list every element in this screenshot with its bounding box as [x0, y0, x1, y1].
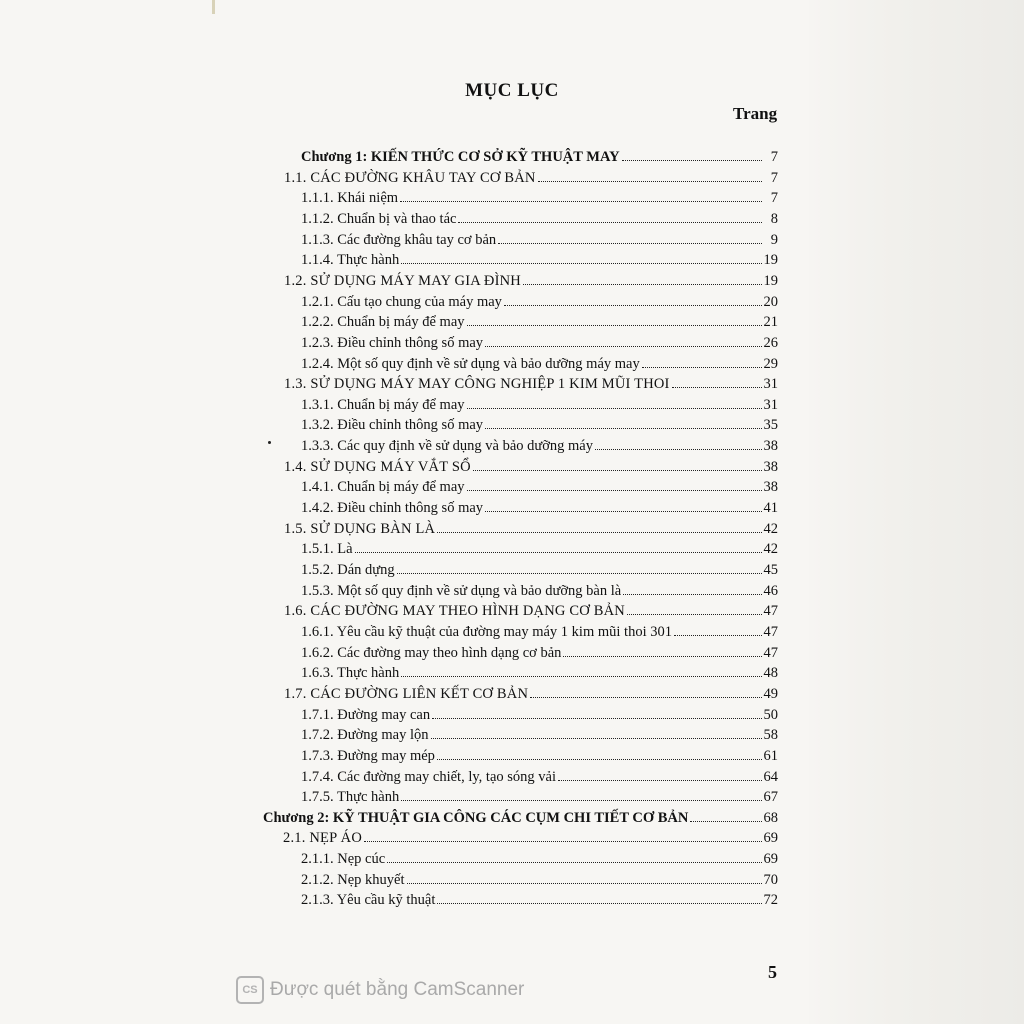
dot-leader — [467, 408, 762, 409]
toc-entry-title: 1.5.3. Một số quy định về sử dụng và bảo dưỡng bàn là — [301, 582, 622, 599]
toc-entry-page: 46 — [763, 582, 778, 599]
toc-entry — [301, 413, 778, 434]
toc-entry-title: 1.6.3. Thực hành — [301, 665, 400, 682]
toc-entry-page: 64 — [763, 768, 778, 785]
toc-entry — [301, 393, 778, 414]
toc-entry — [284, 166, 778, 187]
toc-entry-title: 1.7.1. Đường may can — [301, 706, 431, 723]
toc-entry-page: 9 — [770, 231, 778, 248]
toc-entry — [301, 352, 778, 373]
toc-entry-page: 69 — [763, 830, 778, 847]
dot-leader — [504, 305, 762, 306]
toc-entry-title: 1.4.1. Chuẩn bị máy để may — [301, 479, 465, 496]
toc-entry — [284, 372, 778, 393]
toc-entry-title: 1.5.1. Là — [301, 541, 353, 558]
toc-entry-title: 1.3. SỬ DỤNG MÁY MAY CÔNG NGHIỆP 1 KIM MŨI THOI — [284, 376, 670, 393]
dot-leader — [431, 738, 762, 739]
toc-entry-page: 42 — [763, 520, 778, 537]
toc-entry-title: 1.5.2. Dán dựng — [301, 562, 395, 578]
toc-entry — [301, 186, 778, 207]
toc-entry-title: 1.1. CÁC ĐƯỜNG KHÂU TAY CƠ BẢN — [284, 169, 536, 186]
toc-entry-page: 50 — [763, 706, 778, 723]
dot-leader — [642, 367, 762, 368]
toc-entry-title: 2.1. NẸP ÁO — [283, 830, 362, 847]
toc-entry-title: 1.7.2. Đường may lộn — [301, 727, 429, 744]
dot-leader — [485, 346, 761, 347]
dot-leader — [437, 759, 762, 760]
toc-entry — [301, 785, 778, 806]
toc-entry — [301, 331, 778, 352]
dot-leader — [627, 614, 762, 615]
dot-leader — [595, 449, 762, 450]
dot-leader — [530, 697, 761, 698]
dot-leader — [437, 903, 761, 904]
dot-leader — [563, 656, 761, 657]
toc-entry-title: 1.6.2. Các đường may theo hình dạng cơ bản — [301, 644, 562, 661]
dot-leader — [401, 263, 761, 264]
toc-entry-title: 1.6.1. Yêu cầu kỹ thuật của đường may máy 1 kim mũi thoi 301 — [301, 623, 672, 640]
toc-entry-page: 72 — [763, 892, 778, 909]
page-number: 5 — [768, 962, 777, 982]
dot-leader — [690, 821, 761, 822]
dot-leader — [458, 222, 762, 223]
dot-leader — [485, 511, 761, 512]
toc-entry — [301, 703, 778, 724]
toc-entry — [301, 558, 778, 579]
toc-entry-title: 1.2.3. Điều chỉnh thông số may — [301, 334, 484, 351]
toc-entry-page: 7 — [770, 149, 778, 165]
toc-entry — [301, 579, 778, 600]
dot-leader — [400, 201, 762, 202]
toc-entry-title: 1.6. CÁC ĐƯỜNG MAY THEO HÌNH DẠNG CƠ BẢN — [284, 603, 625, 620]
toc-entry-page: 31 — [763, 396, 778, 413]
toc-entry-page: 19 — [763, 252, 778, 269]
toc-entry — [301, 661, 778, 682]
toc-entry — [301, 207, 778, 228]
toc-entry — [284, 682, 778, 703]
toc-entry-page: 47 — [763, 644, 778, 661]
toc-entry — [301, 723, 778, 744]
toc-entry-title: 2.1.3. Yêu cầu kỹ thuật — [301, 892, 436, 909]
toc-entry — [301, 620, 778, 641]
toc-entry — [301, 228, 778, 249]
watermark-text: Được quét bằng CamScanner — [270, 979, 525, 1000]
toc-entry-title: 1.1.2. Chuẩn bị và thao tác — [301, 210, 457, 227]
dot-leader — [623, 594, 761, 595]
toc-entry-page: 58 — [763, 727, 778, 744]
toc-entry-title: 1.1.1. Khái niệm — [301, 190, 399, 207]
stray-mark — [268, 441, 271, 444]
toc-entry-page: 42 — [763, 541, 778, 558]
dot-leader — [467, 490, 762, 491]
toc-entry — [284, 599, 778, 620]
toc-entry — [301, 434, 778, 455]
toc-entry — [301, 290, 778, 311]
page-column-label: Trang — [733, 104, 778, 123]
toc-entry-page: 48 — [763, 665, 778, 682]
toc-entry-page: 69 — [763, 851, 778, 868]
toc-entry — [283, 826, 778, 847]
toc-entry-page: 7 — [770, 190, 778, 207]
toc-entry — [301, 537, 778, 558]
dot-leader — [523, 284, 762, 285]
toc-entry-title: 1.3.3. Các quy định về sử dụng và bảo dưỡng máy — [301, 438, 593, 455]
toc-entry-page: 38 — [763, 458, 778, 475]
dot-leader — [485, 428, 761, 429]
dot-leader — [364, 841, 762, 842]
toc-entry — [301, 641, 778, 662]
toc-entry-page: 20 — [763, 293, 778, 310]
toc-entry-title: Chương 2: KỸ THUẬT GIA CÔNG CÁC CỤM CHI TIẾT CƠ BẢN — [263, 809, 689, 826]
toc-entry-title: 1.2. SỬ DỤNG MÁY MAY GIA ĐÌNH — [284, 272, 521, 289]
toc-entry-page: 49 — [763, 685, 778, 702]
toc-entry-title: 1.3.2. Điều chỉnh thông số may — [301, 417, 484, 434]
toc-entry-page: 47 — [763, 603, 778, 620]
toc-entry-page: 41 — [763, 500, 778, 517]
toc-entry — [263, 806, 778, 827]
camscanner-logo-icon: CS — [236, 976, 264, 1004]
toc-entry-title: 2.1.2. Nẹp khuyết — [301, 871, 405, 888]
toc-entry-title: 1.4. SỬ DỤNG MÁY VẮT SỔ — [284, 458, 471, 475]
toc-entry-page: 31 — [763, 376, 778, 393]
toc-entry-page: 8 — [770, 210, 778, 227]
toc-entry — [301, 145, 778, 166]
page-title: MỤC LỤC — [465, 80, 559, 101]
dot-leader — [397, 573, 762, 574]
toc-entry — [301, 868, 778, 889]
toc-entry-title: 1.1.3. Các đường khâu tay cơ bản — [301, 231, 497, 248]
toc-entry-page: 19 — [763, 272, 778, 289]
dot-leader — [538, 181, 762, 182]
dot-leader — [401, 676, 761, 677]
toc-entry-title: 1.2.4. Một số quy định về sử dụng và bảo dưỡng máy may — [301, 355, 640, 372]
dot-leader — [355, 552, 762, 553]
dot-leader — [387, 862, 761, 863]
page-edge-shadow — [809, 0, 1024, 1024]
toc-entry-title: 1.7. CÁC ĐƯỜNG LIÊN KẾT CƠ BẢN — [284, 685, 529, 702]
toc-entry-title: 1.4.2. Điều chỉnh thông số may — [301, 500, 484, 517]
toc-entry-title: Chương 1: KIẾN THỨC CƠ SỞ KỸ THUẬT MAY — [301, 149, 620, 165]
toc-entry-page: 35 — [763, 417, 778, 434]
dot-leader — [432, 718, 761, 719]
toc-entry-title: 1.2.1. Cấu tạo chung của máy may — [301, 293, 502, 310]
toc-entry-title: 1.1.4. Thực hành — [301, 252, 400, 269]
toc-entry-page: 29 — [763, 355, 778, 372]
dot-leader — [467, 325, 762, 326]
dot-leader — [401, 800, 761, 801]
toc-entry-page: 38 — [763, 438, 778, 455]
toc-entry-page: 45 — [763, 562, 778, 578]
toc-entry-page: 47 — [763, 623, 778, 640]
toc-entry-page: 38 — [763, 479, 778, 496]
toc-entry-title: 1.7.5. Thực hành — [301, 789, 400, 806]
dot-leader — [473, 470, 762, 471]
dot-leader — [674, 635, 762, 636]
dot-leader — [558, 780, 762, 781]
camscanner-watermark — [236, 976, 524, 1004]
toc-entry — [301, 475, 778, 496]
toc-entry-page: 21 — [763, 314, 778, 331]
toc-entry-title: 1.7.4. Các đường may chiết, ly, tạo sóng vải — [301, 768, 556, 785]
toc-entry-page: 67 — [763, 789, 778, 806]
toc-entry — [301, 248, 778, 269]
toc-entry-page: 61 — [763, 747, 778, 764]
dot-leader — [437, 532, 761, 533]
dot-leader — [407, 883, 762, 884]
toc-entry — [284, 517, 778, 538]
toc-entry — [301, 310, 778, 331]
toc-entry-page: 68 — [763, 809, 778, 826]
toc-entry-title: 2.1.1. Nẹp cúc — [301, 851, 386, 868]
scan-mark — [212, 0, 215, 14]
toc-entry — [301, 744, 778, 765]
toc-entry-title: 1.3.1. Chuẩn bị máy để may — [301, 396, 465, 413]
toc-entry — [301, 765, 778, 786]
toc-entry — [301, 496, 778, 517]
toc-entry-page: 70 — [763, 871, 778, 888]
toc-entry-title: 1.2.2. Chuẩn bị máy để may — [301, 314, 465, 331]
toc-entry — [301, 888, 778, 909]
dot-leader — [498, 243, 762, 244]
toc-entry-page: 7 — [770, 169, 778, 186]
toc-entry-title: 1.7.3. Đường may mép — [301, 747, 435, 764]
toc-entry-title: 1.5. SỬ DỤNG BÀN LÀ — [284, 520, 436, 537]
toc-entry-page: 26 — [763, 334, 778, 351]
dot-leader — [622, 160, 762, 161]
toc-entry — [284, 269, 778, 290]
dot-leader — [672, 387, 762, 388]
toc-entry — [301, 847, 778, 868]
toc-entry — [284, 455, 778, 476]
